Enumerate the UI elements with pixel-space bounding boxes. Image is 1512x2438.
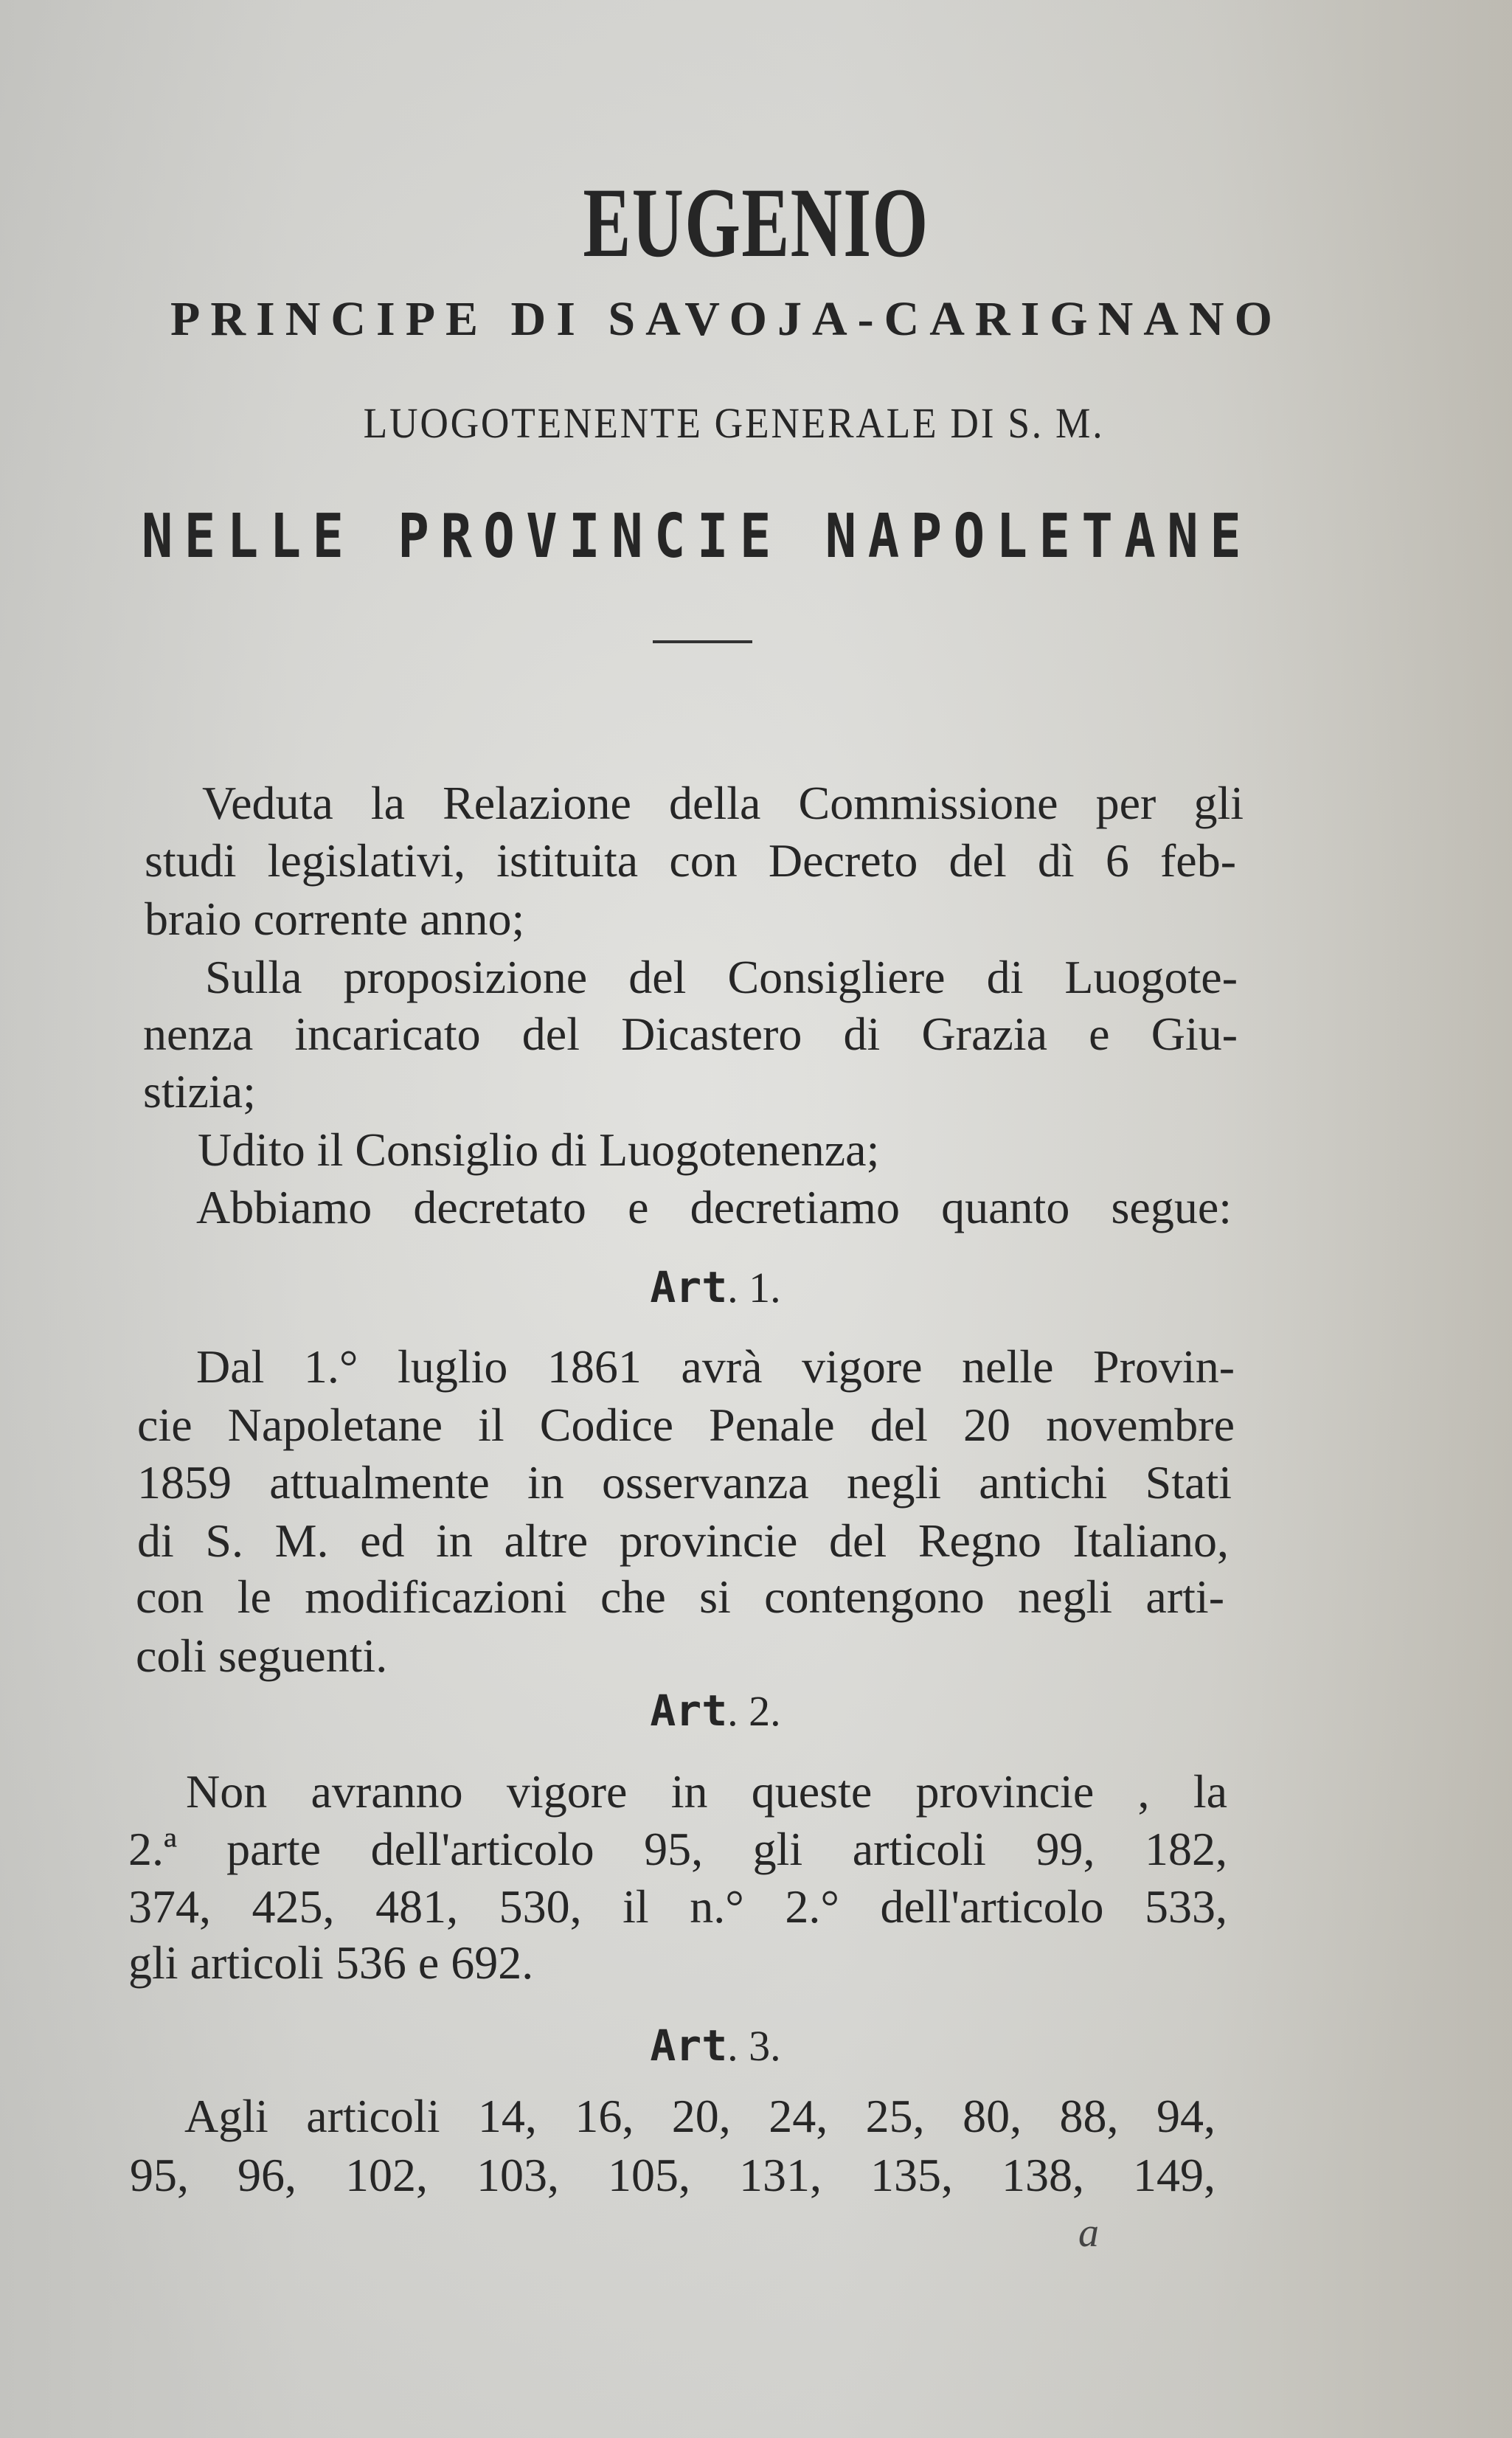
article-2-line: 2.ª parte dell'articolo 95, gli articoli 99, 182, [128,1823,1227,1875]
article-number: . 2. [727,1687,781,1735]
article-1-line: Dal 1.° luglio 1861 avrà vigore nelle Provin- [196,1340,1235,1393]
preamble-line: Abbiamo decretato e decretiamo quanto segue: [196,1181,1232,1233]
heading-title: PRINCIPE DI SAVOJA-CARIGNANO [170,292,1283,346]
article-2-line: 374, 425, 481, 530, il n.° 2.° dell'articolo 533, [128,1880,1227,1933]
article-1-line: di S. M. ed in altre provincie del Regno Italiano, [137,1514,1229,1567]
article-heading-1 [0,1258,1431,1317]
article-label: Art [650,2020,728,2071]
preamble-line: braio corrente anno; [145,893,525,945]
preamble-line: Sulla proposizione del Consigliere di Luogote- [205,951,1238,1003]
article-2-line: Non avranno vigore in queste provincie , la [186,1765,1227,1818]
article-label: Art [650,1686,728,1736]
heading-office: LUOGOTENENTE GENERALE DI S. M. [363,399,1105,447]
article-3-line: 95, 96, 102, 103, 105, 131, 135, 138, 149, [130,2149,1216,2201]
preamble-line: studi legislativi, istituita con Decreto del dì 6 feb- [145,834,1236,887]
signature-mark: a [1078,2210,1099,2256]
preamble-line: stizia; [143,1065,256,1118]
preamble-line: nenza incaricato del Dicastero di Grazia e Giu- [143,1008,1238,1060]
heading-region: NELLE PROVINCIE NAPOLETANE [141,502,1253,572]
preamble-line: Udito il Consiglio di Luogotenenza; [198,1123,880,1176]
article-2-line: gli articoli 536 e 692. [128,1936,534,1989]
article-1-line: con le modificazioni che si contengono negli arti- [136,1570,1224,1623]
article-1-line: coli seguenti. [136,1630,388,1682]
heading-name: EUGENIO [583,168,929,278]
divider-rule [653,640,752,643]
article-number: . 1. [727,1264,781,1312]
article-label: Art [650,1262,728,1312]
article-number: . 3. [727,2022,781,2070]
article-1-line: 1859 attualmente in osservanza negli antichi Stati [137,1456,1232,1509]
article-1-line: cie Napoletane il Codice Penale del 20 novembre [137,1399,1235,1451]
article-3-line: Agli articoli 14, 16, 20, 24, 25, 80, 88, 94, [184,2090,1216,2142]
preamble-line: Veduta la Relazione della Commissione per gli [202,777,1244,829]
article-heading-3 [0,2017,1431,2075]
article-heading-2 [0,1682,1431,1740]
